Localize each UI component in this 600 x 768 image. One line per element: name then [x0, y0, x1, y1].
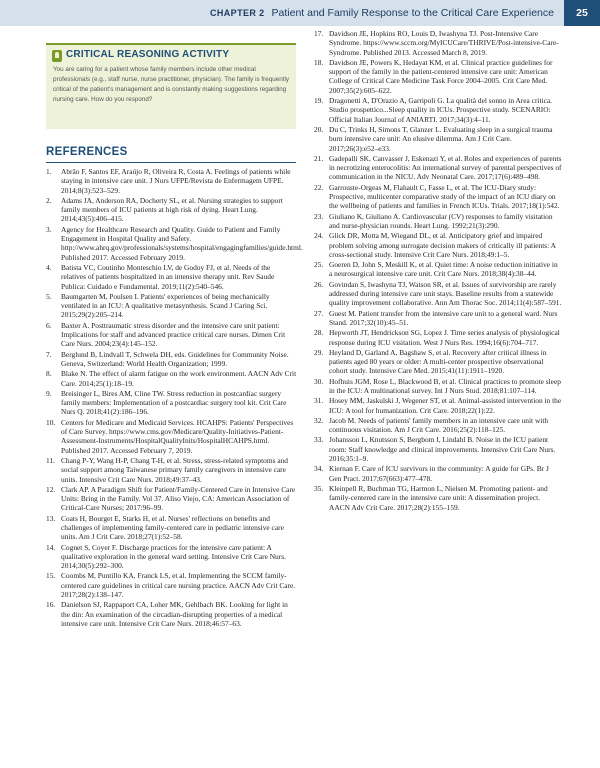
reference-number: 32. [314, 415, 324, 425]
reference-number: 23. [314, 211, 324, 221]
reference-item [46, 456, 297, 484]
reference-number: 11. [46, 455, 55, 465]
reference-text: Breisinger L, Bires AM, Cline TW. Stress reduction in postcardiac surgery family members: Implementation of a postcardiac surgery tool kit. Crit Care Nurs Q. 2018;41(2):186–196. [61, 388, 287, 417]
box-body: You are caring for a patient whose family members include other medical professionals (e.g., staff nurse, nurse practitioner, physician). The family is frequently critical of the patient's management and is constantly making suggestions regarding nursing care. How do you respond? [53, 66, 290, 103]
reference-number: 10. [46, 417, 56, 427]
reference-item [46, 369, 297, 388]
references-list-right [314, 29, 562, 513]
reference-number: 26. [314, 279, 324, 289]
reference-item [314, 280, 562, 308]
references-list-left [46, 167, 303, 629]
reference-item [46, 389, 297, 417]
reference-text: Adams JA, Anderson RA, Docherty SL, et al. Nursing strategies to support family members of ICU patients at high risk of dying. Heart Lung. 2014;43(5):406–415. [61, 195, 283, 224]
reference-text: Coombs M, Puntillo KA, Franck LS, et al. Implementing the SCCM family-centered care guidelines in critical care nursing practice. AACN Adv Crit Care. 2017;28(2):138–147. [61, 571, 296, 600]
reference-number: 16. [46, 600, 56, 610]
reference-text: Cognet S, Coyer F. Discharge practices for the intensive care patient: A qualitative exploration in the general ward setting. Intensive Crit Care Nurs. 2014;30(5):292–300. [61, 542, 286, 571]
reference-item [46, 485, 297, 513]
critical-reasoning-box [46, 43, 296, 129]
reference-number: 3. [46, 224, 52, 234]
reference-number: 22. [314, 182, 324, 192]
reference-text: Dragonetti A, D'Orazio A, Garripoli G. La qualità del sonno in Area critica. Studio prospettico...Sleep quality in ICUs. Prospective study. SCENARIO: Official Italian Journal of ANIARTI. 2017;34(3):4–11. [329, 96, 552, 124]
reference-number: 1. [46, 167, 52, 176]
reference-text: Hosey MM, Jaskulski J, Wegener ST, et al. Animal-assisted intervention in the ICU: A tool for humanization. Crit Care. 2018;22(1):22. [329, 396, 562, 415]
reference-number: 30. [314, 376, 324, 386]
reference-number: 14. [46, 542, 56, 552]
reference-item [46, 196, 297, 224]
box-title: CRITICAL REASONING ACTIVITY [66, 49, 230, 60]
reference-text: Goeren D, John S, Meskill K, et al. Quiet time: A noise reduction initiative in a neurosurgical intensive care unit. Crit Care Nurs. 2018;38(4):38–44. [329, 260, 558, 279]
reference-text: Clark AP. A Paradigm Shift for Patient/Family-Centered Care in Intensive Care Units: Bring in the Family. Vol 37. Aliso Viejo, CA: American Association of Critical-Care Nurses; 2017:96–99. [61, 484, 296, 513]
reference-number: 29. [314, 347, 324, 357]
reference-item [46, 514, 297, 542]
reference-number: 12. [46, 484, 56, 494]
reference-number: 34. [314, 464, 324, 474]
reference-number: 7. [46, 349, 52, 359]
reference-number: 24. [314, 231, 324, 241]
reference-item [314, 96, 562, 124]
reference-text: Hepworth JT, Hendrickson SG, Lopez J. Time series analysis of physiological response during ICU visitation. West J Nurs Res. 1994;16(6):704–717. [329, 328, 560, 347]
reference-item [46, 321, 297, 349]
reference-number: 9. [46, 388, 52, 398]
reference-item [314, 396, 562, 415]
reference-item [314, 29, 562, 57]
reference-text: Chang P-Y, Wang H-P, Chang T-H, et al. Stress, stress-related symptoms and social support among Taiwanese primary family caregivers in intensive care units. Intensive Crit Care Nurs. 2018;49:37–43. [61, 455, 288, 484]
reference-text: Batista VC, Coutinho Monteschio LV, de Godoy FJ, et al. Needs of the relatives of patients hospitalized in an intensive therapy unit. Rev Saude Publica: Cuidado e Fundamental. 2019;11(2):540–546. [61, 262, 275, 291]
reference-text: Guest M. Patient transfer from the intensive care unit to a general ward. Nurs Stand. 2017;32(10):45–51. [329, 308, 558, 327]
reference-text: Davidson JE, Hopkins RO, Louis D, Iwashyna TJ. Post-Intensive Care Syndrome. https://www.sccm.org/MyICUCare/THRIVE/Post-intensive-Care-Syndrome. Published 2013. Accessed March 8, 2019. [329, 29, 559, 57]
reference-number: 35. [314, 483, 324, 493]
reference-text: Johansson L, Knutsson S, Bergbom I, Lindahl B. Noise in the ICU patient room: Staff knowledge and clinical improvements. Intensive Crit Care Nurs. 2016;35:1–9. [329, 435, 556, 464]
reference-text: Centers for Medicare and Medicaid Services. HCAHPS: Patients' Perspectives of Care Survey. https://www.cms.gov/Medicare/Quality-Initiatives-Patient-Assessment-Instruments/HospitalQualityInits/HospitalHCAHPS.html. Published 2017. Accessed February 7, 2019. [61, 417, 294, 455]
reference-number: 6. [46, 320, 52, 330]
references-heading: REFERENCES [46, 146, 128, 158]
reference-item [46, 418, 297, 455]
reference-item [314, 58, 562, 95]
reference-number: 18. [314, 57, 324, 67]
running-title [210, 7, 554, 19]
reference-item [314, 183, 562, 211]
page-number: 25 [564, 0, 600, 26]
reference-text: Jacob M. Needs of patients' family members in an intensive care unit with continuous visitation. Am J Crit Care. 2016;25(2):118–125. [329, 415, 549, 435]
reference-item [46, 224, 303, 262]
reference-number: 4. [46, 262, 52, 272]
chapter-title: Patient and Family Response to the Critical Care Experience [271, 7, 554, 19]
reference-number: 33. [314, 435, 324, 445]
reference-item [46, 600, 297, 628]
reference-text: Heyland D, Garland A, Bagshaw S, et al. Recovery after critical illness in patients aged 80 years or older: A multi-center prospective observational cohort study. Intensive Care Med. 2015;41(11):1911–1920. [329, 347, 547, 376]
reference-number: 17. [314, 29, 324, 38]
reference-text: Baumgarten M, Poulsen I. Patients' experiences of being mechanically ventilated in an ICU: A qualitative metasynthesis. Scand J Caring Sci. 2015;29(2):205–214. [61, 291, 270, 320]
reference-text: Kleinpell R, Buchman TG, Harmon L, Nielsen M. Promoting patient- and family-centered care in the intensive care unit: A dissemination project. AACN Adv Crit Care. 2017;28(2):155–159. [329, 483, 548, 512]
reference-item [314, 484, 562, 512]
reference-text: Baxter A. Posttraumatic stress disorder and the intensive care unit patient: Implications for staff and advanced practice critical care nurses. Dimen Crit Care Nurs. 2004;23(4):145–152. [61, 320, 286, 349]
reference-text: Govindan S, Iwashyna TJ, Watson SR, et al. Issues of survivorship are rarely addressed during intensive care unit stays. Baseline results from a statewide quality improvement collaborative. Ann Am Thorac Soc. 2014;11(4):587–591. [329, 279, 562, 308]
reference-number: 31. [314, 396, 324, 406]
reference-item [314, 125, 562, 153]
reference-text: Agency for Healthcare Research and Quality. Guide to Patient and Family Engagement in Hospital Quality and Safety. http://www.ahrq.gov/professionals/systems/hospital/engagingfamilies/guide.html. Published 2017. Accessed February 2019. [61, 224, 303, 262]
reference-text: Giuliano K, Giuliano A. Cardiovascular (CV) responses to family visitation and nurse-physician rounds. Heart Lung. 1992;21(3):290. [329, 211, 553, 230]
reference-text: Kiernan F. Care of ICU survivors in the community: A guide for GPs. Br J Gen Pract. 2017;67(663):477–478. [329, 464, 549, 483]
chapter-label: CHAPTER 2 [209, 8, 265, 18]
reference-item [314, 416, 562, 435]
reference-item [46, 543, 297, 571]
reference-number: 28. [314, 328, 324, 338]
reference-text: Davidson JE, Powers K, Hedayat KM, et al. Clinical practice guidelines for support of the family in the patient-centered intensive care unit: American College of Critical Care Medicine Task Force 2004–2005. Crit Care Med. 2007;35(2):605–622. [329, 57, 553, 95]
reference-number: 15. [46, 571, 56, 581]
reference-number: 25. [314, 260, 324, 270]
reference-number: 21. [314, 153, 324, 163]
reference-item [46, 350, 297, 369]
reference-item [314, 231, 562, 259]
reference-number: 5. [46, 291, 52, 301]
heading-rule [46, 162, 296, 163]
reference-text: Hofhuis JGM, Rose L, Blackwood B, et al. Clinical practices to promote sleep in the ICU: A multinational survey. Int J Nurs Stud. 2018;81:107–114. [329, 376, 561, 395]
reference-item [314, 348, 562, 376]
reference-text: Danielson SJ, Rappaport CA, Loher MK, Gehlbach BK. Looking for light in the din: An examination of the circadian-disrupting properties of a medical intensive care unit. Intensive Crit Care Nurs. 2018;46:57–63. [61, 600, 288, 628]
reference-item [46, 263, 297, 291]
reference-text: Gadepalli SK, Canvasser J, Eskenazi Y, et al. Roles and experiences of parents in necrotizing enterocolitis: An international survey of parental perspectives of communication in the NICU. Adv Neonatal Care. 2017;17(6):489–498. [329, 153, 562, 182]
reference-text: Garrouste-Orgeas M, Flahault C, Fasse L, et al. The ICU-Diary study: Prospective, multicenter comparative study of the impact of an ICU diary on the wellbeing of patients and families in French ICUs. Trials. 2017;18(1):542. [329, 182, 560, 211]
reference-number: 19. [314, 96, 324, 106]
reference-number: 13. [46, 513, 56, 523]
reference-text: Du C, Trinks H, Simons T, Glanzer L. Evaluating sleep in a surgical trauma burn intensive care unit: An elusive dilemma. Am J Crit Care. 2017;26(3):e52–e33. [329, 124, 553, 153]
reference-number: 27. [314, 308, 324, 318]
reference-item [46, 571, 297, 599]
reference-item [314, 464, 562, 483]
reference-item [314, 260, 562, 279]
reference-text: Glick DR, Motta M, Wiegand DL, et al. Anticipatory grief and impaired problem solving among surrogate decision makers of critically ill patients: A cross-sectional study. Intensive Crit Care Nurs. 2018;49:1–5. [329, 231, 556, 259]
reference-item [314, 154, 562, 182]
reference-item [46, 167, 297, 195]
reference-item [314, 377, 562, 396]
reference-item [46, 292, 297, 320]
reference-item [314, 309, 562, 328]
reference-text: Coats H, Bourget E, Starks H, et al. Nurses' reflections on benefits and challenges of implementing family-centered care in pediatric intensive care units. Am J Crit Care. 2018;27(1):52–58. [61, 513, 284, 542]
reference-text: Blake N. The effect of alarm fatigue on the work environment. AACN Adv Crit Care. 2014;25(1):18–19. [61, 369, 297, 388]
running-header [0, 0, 600, 26]
lightbulb-icon [52, 50, 62, 62]
reference-item [314, 435, 562, 463]
reference-text: Abrão F, Santos EF, Araújo R, Oliveira R, Costa A. Feelings of patients while staying in intensive care unit. J Nurs UFPE/Revista de Enfermagem UFPE. 2014;8(3):523–529. [61, 167, 291, 195]
reference-number: 2. [46, 195, 52, 205]
reference-number: 8. [46, 369, 52, 379]
reference-item [314, 212, 562, 231]
reference-text: Berglund B, Lindvall T, Schwela DH, eds. Guidelines for Community Noise. Geneva, Switzerland: World Health Organization; 1999. [61, 349, 289, 368]
reference-number: 20. [314, 124, 324, 134]
reference-item [314, 328, 562, 347]
